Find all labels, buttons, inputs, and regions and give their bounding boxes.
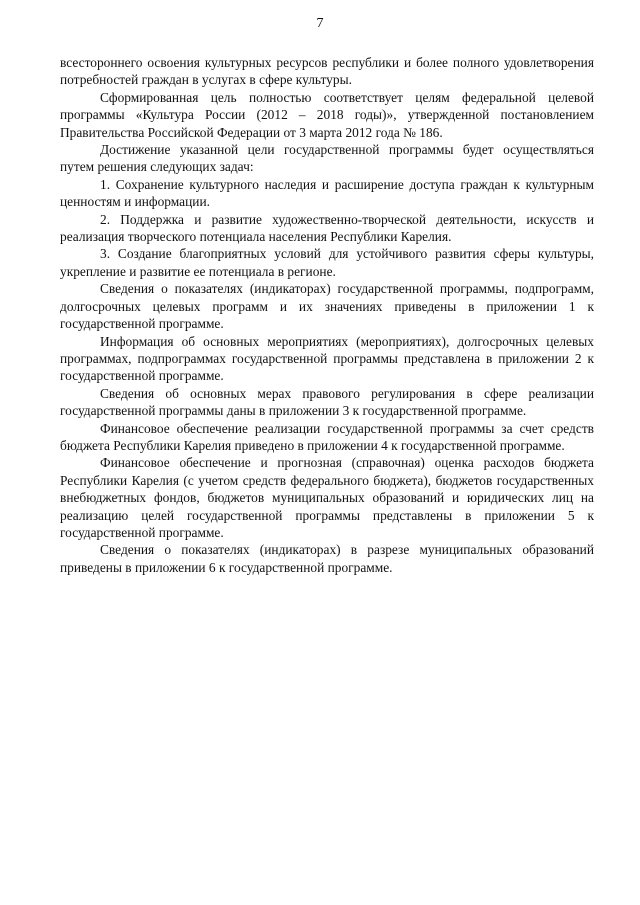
paragraph-appendix-5: Финансовое обеспечение и прогнозная (справочная) оценка расходов бюджета Республики Карелия (с учетом средств федерального бюджета), бюджетов государственных внебюджетных фондов, бюджетов муниципальных образований и юридических лиц на реализацию целей государственной программы представлены в приложении 5 к государственной программе. <box>60 455 594 540</box>
task-item-3: 3. Создание благоприятных условий для устойчивого развития сферы культуры, укрепление и развитие ее потенциала в регионе. <box>60 246 594 279</box>
paragraph-appendix-3: Сведения об основных мерах правового регулирования в сфере реализации государственной программы даны в приложении 3 к государственной программе. <box>60 385 594 419</box>
paragraph-appendix-1: Сведения о показателях (индикаторах) государственной программы, подпрограмм, долгосрочных целевых программ и их значениях приведены в приложении 1 к государственной программе. <box>60 281 594 332</box>
task-item-2: 2. Поддержка и развитие художественно-творческой деятельности, искусств и реализация творческого потенциала населения Республики Карелия. <box>60 211 594 245</box>
task-item-1: 1. Сохранение культурного наследия и расширение доступа граждан к культурным ценностям и информации. <box>60 176 594 210</box>
paragraph-tasks-intro: Достижение указанной цели государственной программы будет осуществляться путем решения следующих задач: <box>60 142 594 175</box>
page-number: 7 <box>316 16 324 31</box>
paragraph-continuation: всестороннего освоения культурных ресурсов республики и более полного удовлетворения потребностей граждан в услугах в сфере культуры. <box>60 55 594 88</box>
paragraph-appendix-4: Финансовое обеспечение реализации государственной программы за счет средств бюджета Республики Карелия приведено в приложении 4 к государственной программе. <box>60 420 594 453</box>
paragraph-goal-alignment: Сформированная цель полностью соответствует целям федеральной целевой программы «Культура России (2012 – 2018 годы)», утвержденной постановлением Правительства Российской Федерации от 3 марта 2012 года № 186. <box>60 89 594 140</box>
document-body <box>60 54 594 576</box>
paragraph-appendix-6: Сведения о показателях (индикаторах) в разрезе муниципальных образований приведены в приложении 6 к государственной программе. <box>60 542 594 575</box>
paragraph-appendix-2: Информация об основных мероприятиях (мероприятиях), долгосрочных целевых программах, подпрограммах государственной программы представлена в приложении 2 к государственной программе. <box>60 333 594 384</box>
